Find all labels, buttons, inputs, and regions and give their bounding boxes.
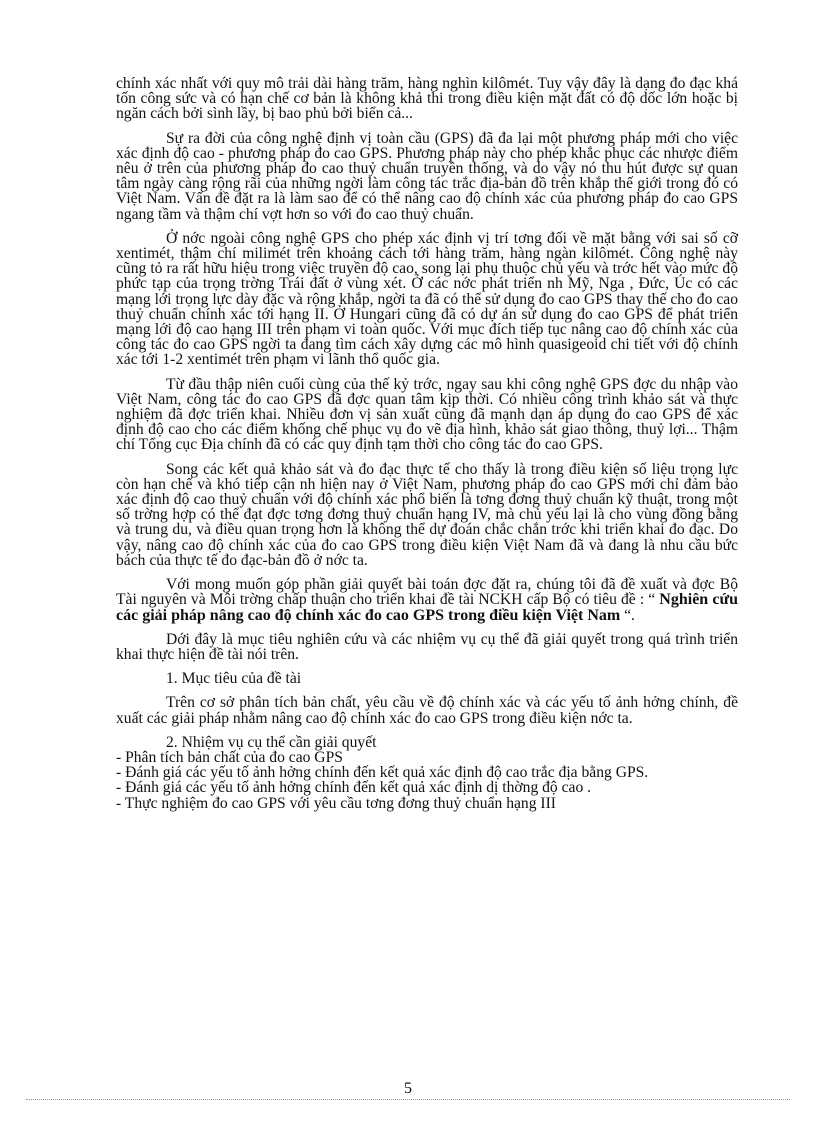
project-title: Nghiên cứu các giải pháp nâng cao độ chính xác đo cao GPS trong điều kiện Việt Nam: [116, 591, 739, 624]
paragraph-7: Dới đây là mục tiêu nghiên cứu và các nhiệm vụ cụ thể đã giải quyết trong quá trình triển khai thực hiện đề tài nói trên.: [116, 630, 738, 663]
task-item: - Phân tích bản chất của đo cao GPS: [116, 748, 343, 766]
paragraph-4: Từ đầu thập niên cuối cùng của thế kỷ trớc, ngay sau khi công nghệ GPS đợc du nhập vào Việt Nam, công tác đo cao GPS đã đợc quan tâm kịp thời. Có nhiều công trình khảo sát và thực nghiệm đã đợc triển khai. Nhiều đơn vị sản xuất cũng đã mạnh dạn áp dụng đo cao GPS để xác định độ cao cho các điểm khống chế phục vụ đo vẽ địa hình, khảo sát giao thông, thuỷ lợi... Thậm chí Tổng cục Địa chính đã có các quy định tạm thời cho công tác đo cao GPS.: [116, 375, 738, 454]
paragraph-1: chính xác nhất với quy mô trải dài hàng trăm, hàng nghìn kilômét. Tuy vậy đây là dạng đo đạc khá tốn công sức và có hạn chế cơ bản là không khả thi trong điều kiện mặt đất có độ dốc lớn hoặc bị ngăn cách bởi sình lầy, bị bao phủ bởi biển cả...: [116, 75, 738, 123]
task-item: - Thực nghiệm đo cao GPS với yêu cầu tơng đơng thuỷ chuẩn hạng III: [116, 794, 556, 812]
section-heading-tasks: 2. Nhiệm vụ cụ thể cần giải quyết: [166, 733, 377, 751]
section-heading-objectives: 1. Mục tiêu của đề tài: [166, 670, 302, 688]
paragraph-6-end: “.: [620, 606, 635, 624]
paragraph-5: Song các kết quả khảo sát và đo đạc thực tế cho thấy là trong điều kiện số liệu trọng lực còn hạn chế và khó tiếp cận nh hiện nay ở Việt Nam, phương pháp đo cao GPS mới chỉ đảm bảo xác định độ cao thuỷ chuẩn với độ chính xác phổ biến là tơng đơng thuỷ chuẩn kỹ thuật, trong một số trờng hợp có thể đạt đợc tơng đơng thuỷ chuẩn hạng IV, mà chủ yếu lại là cho vùng đồng bằng và trung du, và điều quan trọng hơn là không thể dự đoán chắc chắn trớc khi triển khai đo đạc. Do vậy, nâng cao độ chính xác của đo cao GPS trong điều kiện Việt Nam đã và đang là nhu cầu bức bách của thực tế đo đạc-bản đồ ở nớc ta.: [116, 460, 738, 569]
body-text: [116, 76, 738, 811]
paragraph-3: Ở nớc ngoài công nghệ GPS cho phép xác định vị trí tơng đối về mặt bằng với sai số cỡ xentimét, thậm chí milimét trên khoảng cách tới hàng trăm, hàng ngàn kilômét. Công nghệ này cũng tỏ ra rất hữu hiệu trong việc truyền độ cao, song lại phụ thuộc chủ yếu và trớc hết vào mức độ phức tạp của trọng trờng Trái đất ở vùng xét. Ở các nớc phát triển nh Mỹ, Nga , Đức, Úc có các mạng lới trọng lực dày đặc và rộng khắp, ngời ta đã có thể sử dụng đo cao GPS thay thế cho đo cao thuỷ chuẩn chính xác tới hạng II. Ở Hungari cũng đã có dự án sử dụng đo cao GPS để phát triển mạng lới độ cao hạng III trên phạm vi toàn quốc. Với mục đích tiếp tục nâng cao độ chính xác của công tác đo cao GPS ngời ta đang tìm cách xây dựng các mô hình quasigeoid chi tiết với độ chính xác tới 1-2 xentimét trên phạm vi lãnh thổ quốc gia.: [116, 229, 738, 369]
paragraph-6: [116, 577, 738, 623]
task-item: - Đánh giá các yếu tố ảnh hởng chính đến kết quả xác định dị thờng độ cao .: [116, 779, 592, 797]
paragraph-6-text: Với mong muốn góp phần giải quyết bài toán đợc đặt ra, chúng tôi đã đề xuất và đợc Bộ Tài nguyên và Môi trờng chấp thuận cho triển khai đề tài NCKH cấp Bộ có tiêu đề : “: [116, 576, 738, 609]
task-item: - Đánh giá các yếu tố ảnh hởng chính đến kết quả xác định độ cao trắc địa bằng GPS.: [116, 764, 649, 782]
page-number: 5: [404, 1080, 412, 1097]
paragraph-2: Sự ra đời của công nghệ định vị toàn cầu (GPS) đã đa lại một phương pháp mới cho việc xác định độ cao - phương pháp đo cao GPS. Phương pháp này cho phép khắc phục các nhược điểm nêu ở trên của phương pháp đo cao thuỷ chuẩn truyền thống, và do vậy nó thu hút được sự quan tâm ngày càng rộng rãi của những ngời làm công tác trắc địa-bản đồ trên khắp thế giới trong đó có Việt Nam. Vấn đề đặt ra là làm sao để có thể nâng cao độ chính xác của phương pháp đo cao GPS ngang tầm và thậm chí vợt hơn so với đo cao thuỷ chuẩn.: [116, 129, 738, 223]
footer-divider: [26, 1099, 790, 1100]
paragraph-objectives: Trên cơ sở phân tích bản chất, yêu cầu về độ chính xác và các yếu tố ảnh hởng chính, đề xuất các giải pháp nhằm nâng cao độ chính xác đo cao GPS trong điều kiện nớc ta.: [116, 694, 738, 727]
